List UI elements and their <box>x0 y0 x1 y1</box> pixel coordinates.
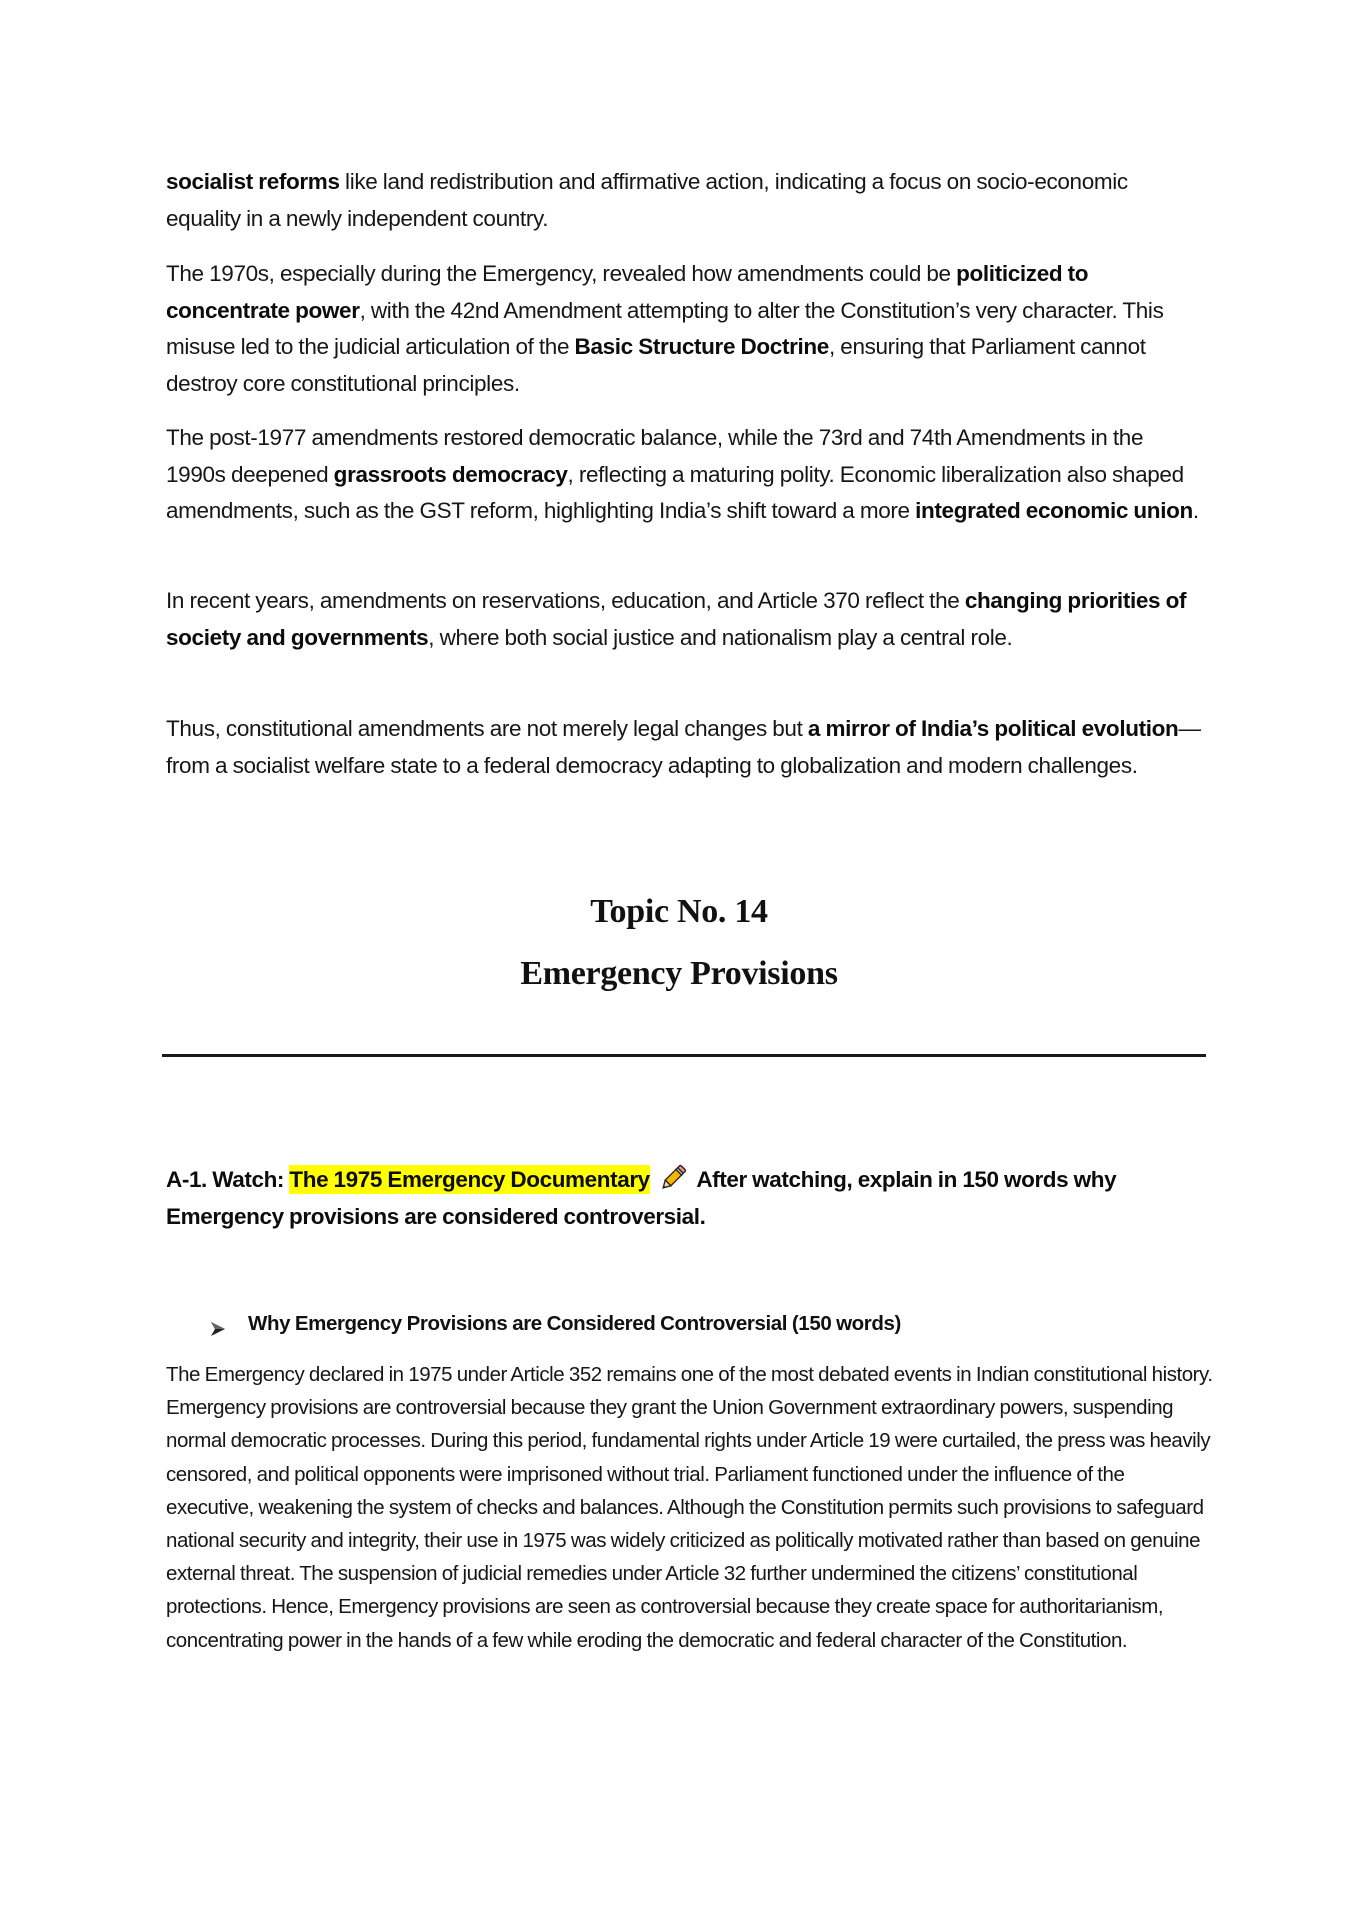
text-run: —from a socialist welfare state to a federal democracy adapting to globalization and modern challenges. <box>166 716 1201 778</box>
answer-heading-text: Why Emergency Provisions are Considered Controversial (150 words) <box>248 1312 901 1335</box>
paragraph-conclusion <box>166 711 1206 784</box>
topic-number: Topic No. 14 <box>590 893 768 930</box>
text-run: , with the 42nd Amendment attempting to alter the Constitution’s very character. This misuse led to the judicial articulation of the <box>166 297 1164 359</box>
topic-title: Emergency Provisions <box>520 955 838 992</box>
text-run: . <box>1192 498 1199 523</box>
paragraph-socialist-reforms <box>166 164 1206 237</box>
paragraph-recent-years <box>166 583 1206 656</box>
paragraph-1970s-emergency <box>166 256 1206 402</box>
text-run: In recent years, amendments on reservations, education, and Article 370 reflect the <box>166 588 965 613</box>
pencil-icon <box>658 1163 688 1193</box>
bold-phrase: integrated economic union <box>915 498 1193 523</box>
text-run: , reflecting a maturing polity. Economic liberalization also shaped amendments, such as the GST reform, highlighting India’s shift toward a more <box>166 461 1184 523</box>
bold-phrase: Basic Structure Doctrine <box>574 334 829 359</box>
text-run: , where both social justice and nationalism play a central role. <box>428 624 1013 650</box>
text-run: , ensuring that Parliament cannot destroy core constitutional principles. <box>166 334 1146 396</box>
text-run: like land redistribution and affirmative action, indicating a focus on socio-economic equality in a newly independent country. <box>166 169 1128 231</box>
bold-phrase: grassroots democracy <box>333 461 568 487</box>
horizontal-divider <box>162 1054 1206 1057</box>
bold-phrase: changing priorities of society and governments <box>166 588 1187 650</box>
paragraph-post-1977 <box>166 420 1206 530</box>
question-prefix: A-1. Watch: <box>166 1167 290 1192</box>
bold-phrase: politicized to concentrate power <box>166 261 1089 323</box>
answer-heading <box>210 1309 1210 1339</box>
text-run: The post-1977 amendments restored democratic balance, while the 73rd and 74th Amendments in the 1990s deepened <box>166 425 1144 487</box>
text-run: The 1970s, especially during the Emergency, revealed how amendments could be <box>166 261 957 286</box>
answer-paragraph: The Emergency declared in 1975 under Article 352 remains one of the most debated events in Indian constitutional history. Emergency provisions are controversial because they grant the Union Government extraordinary powers, suspending normal democratic processes. During this period, fundamental rights under Article 19 were curtailed, the press was heavily censored, and political opponents were imprisoned without trial. Parliament functioned under the influence of the executive, weakening the system of checks and balances. Although the Constitution permits such provisions to safeguard national security and integrity, their use in 1975 was widely criticized as politically motivated rather than based on genuine external threat. The suspension of judicial remedies under Article 32 further undermined the citizens’ constitutional protections. Hence, Emergency provisions are seen as controversial because they create space for authoritarianism, concentrating power in the hands of a few while eroding the democratic and federal character of the Constitution. <box>166 1363 1213 1652</box>
bold-phrase: socialist reforms <box>166 169 340 194</box>
bold-phrase: a mirror of India’s political evolution <box>807 716 1179 741</box>
arrow-bullet-icon <box>210 1316 226 1332</box>
text-run: Thus, constitutional amendments are not merely legal changes but <box>166 716 808 741</box>
question-instruction: After watching, explain in 150 words why Emergency provisions are considered controversial. <box>166 1167 1117 1229</box>
highlighted-documentary-title: The 1975 Emergency Documentary <box>289 1167 650 1192</box>
question-a1 <box>166 1161 1206 1235</box>
